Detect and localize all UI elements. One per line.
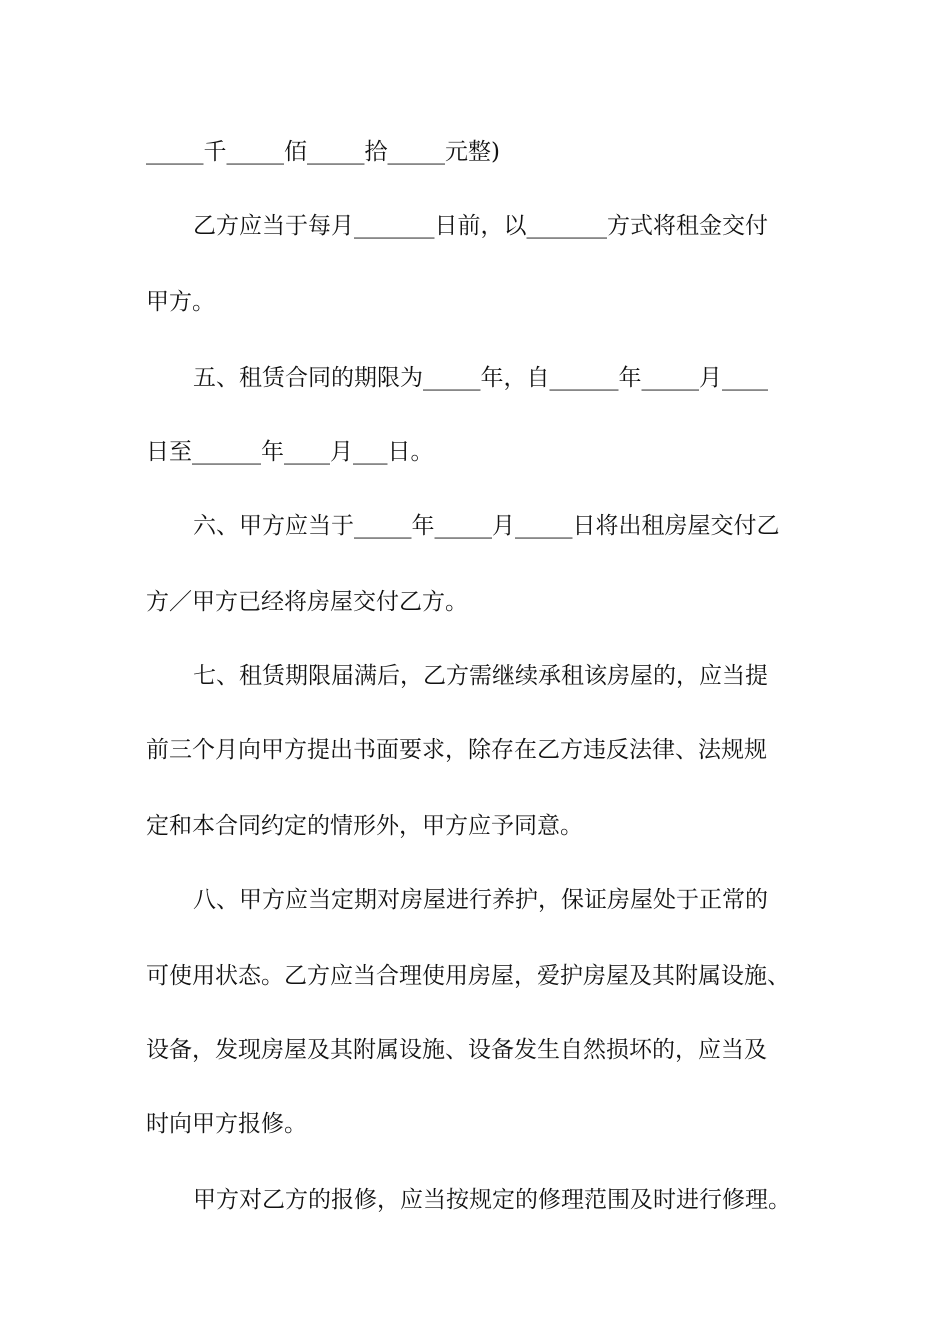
renewal-clause-line-3: 定和本合同约定的情形外，甲方应予同意。 [146, 813, 583, 839]
maintenance-clause-line-4: 时向甲方报修。 [146, 1111, 307, 1137]
payment-recipient-line: 甲方。 [146, 289, 215, 315]
lease-end-line: 日至______年____月___日。 [146, 439, 434, 465]
maintenance-clause-line-2: 可使用状态。乙方应当合理使用房屋，爱护房屋及其附属设施、 [146, 963, 790, 989]
lease-term-line: 五、租赁合同的期限为_____年，自______年_____月____ [193, 365, 768, 391]
maintenance-clause-line-3: 设备，发现房屋及其附属设施、设备发生自然损坏的，应当及 [146, 1037, 767, 1063]
handover-status-line: 方／甲方已经将房屋交付乙方。 [146, 589, 468, 615]
repair-clause-line: 甲方对乙方的报修，应当按规定的修理范围及时进行修理。 [193, 1187, 791, 1213]
renewal-clause-line-2: 前三个月向甲方提出书面要求，除存在乙方违反法律、法规规 [146, 737, 767, 763]
payment-date-line: 乙方应当于每月_______日前，以_______方式将租金交付 [193, 213, 768, 239]
maintenance-clause-line-1: 八、甲方应当定期对房屋进行养护，保证房屋处于正常的 [193, 887, 768, 913]
handover-date-line: 六、甲方应当于_____年_____月_____日将出租房屋交付乙 [193, 513, 780, 539]
renewal-clause-line-1: 七、租赁期限届满后，乙方需继续承租该房屋的，应当提 [193, 663, 768, 689]
rent-amount-line: _____千_____佰_____拾_____元整) [146, 139, 500, 165]
